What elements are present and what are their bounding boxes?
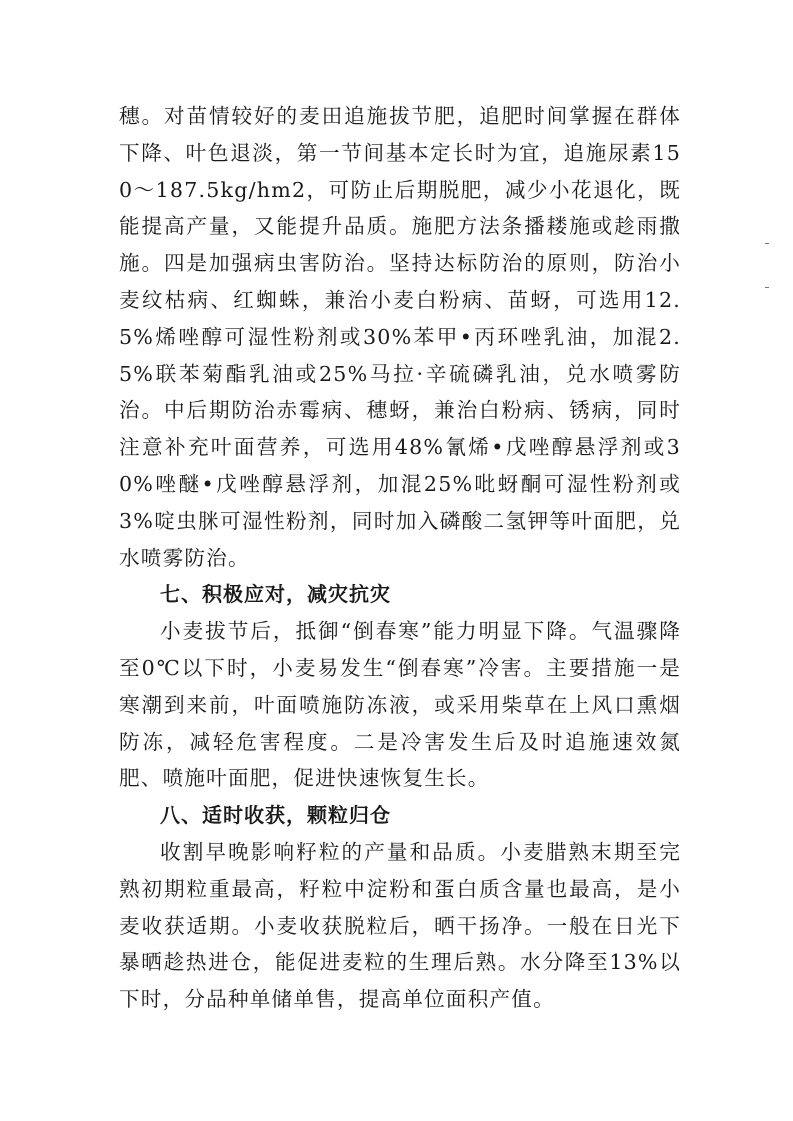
- paragraph-section-8: 收割早晚影响籽粒的产量和品质。小麦腊熟末期至完熟初期粒重最高，籽粒中淀粉和蛋白质含量也最高，是小麦收获适期。小麦收获脱粒后，晒干扬净。一般在日光下暴晒趁热进仓，能促进麦粒的生理后熟。水分降至13%以下时，分品种单储单售，提高单位面积产值。: [119, 839, 681, 1012]
- document-body: [119, 98, 681, 1018]
- section-heading-8: 八、适时收获，颗粒归仓: [160, 803, 391, 828]
- section-heading-7: 七、积极应对，减灾抗灾: [160, 582, 391, 607]
- scan-margin-mark: [765, 243, 769, 244]
- paragraph-section-7: 小麦拔节后，抵御“倒春寒”能力明显下降。气温骤降至0℃以下时，小麦易发生“倒春寒”冷害。主要措施一是寒潮到来前，叶面喷施防冻液，或采用柴草在上风口熏烟防冻，减轻危害程度。二是冷害发生后及时追施速效氮肥、喷施叶面肥，促进快速恢复生长。: [119, 619, 681, 791]
- paragraph-continued: 穗。对苗情较好的麦田追施拔节肥，追肥时间掌握在群体下降、叶色退淡，第一节间基本定长时为宜，追施尿素150～187.5kg/hm2，可防止后期脱肥，减少小花退化，既能提高产量，又能提升品质。施肥方法条播耧施或趁雨撒施。四是加强病虫害防治。坚持达标防治的原则，防治小麦纹枯病、红蜘蛛，兼治小麦白粉病、苗蚜，可选用12.5%烯唑醇可湿性粉剂或30%苯甲•丙环唑乳油，加混2.5%联苯菊酯乳油或25%马拉·辛硫磷乳油，兑水喷雾防治。中后期防治赤霉病、穗蚜，兼治白粉病、锈病，同时注意补充叶面营养，可选用48%氰烯•戊唑醇悬浮剂或30%唑醚•戊唑醇悬浮剂，加混25%吡蚜酮可湿性粉剂或3%啶虫脒可湿性粉剂，同时加入磷酸二氢钾等叶面肥，兑水喷雾防治。: [119, 104, 681, 570]
- scan-margin-mark: [765, 287, 769, 288]
